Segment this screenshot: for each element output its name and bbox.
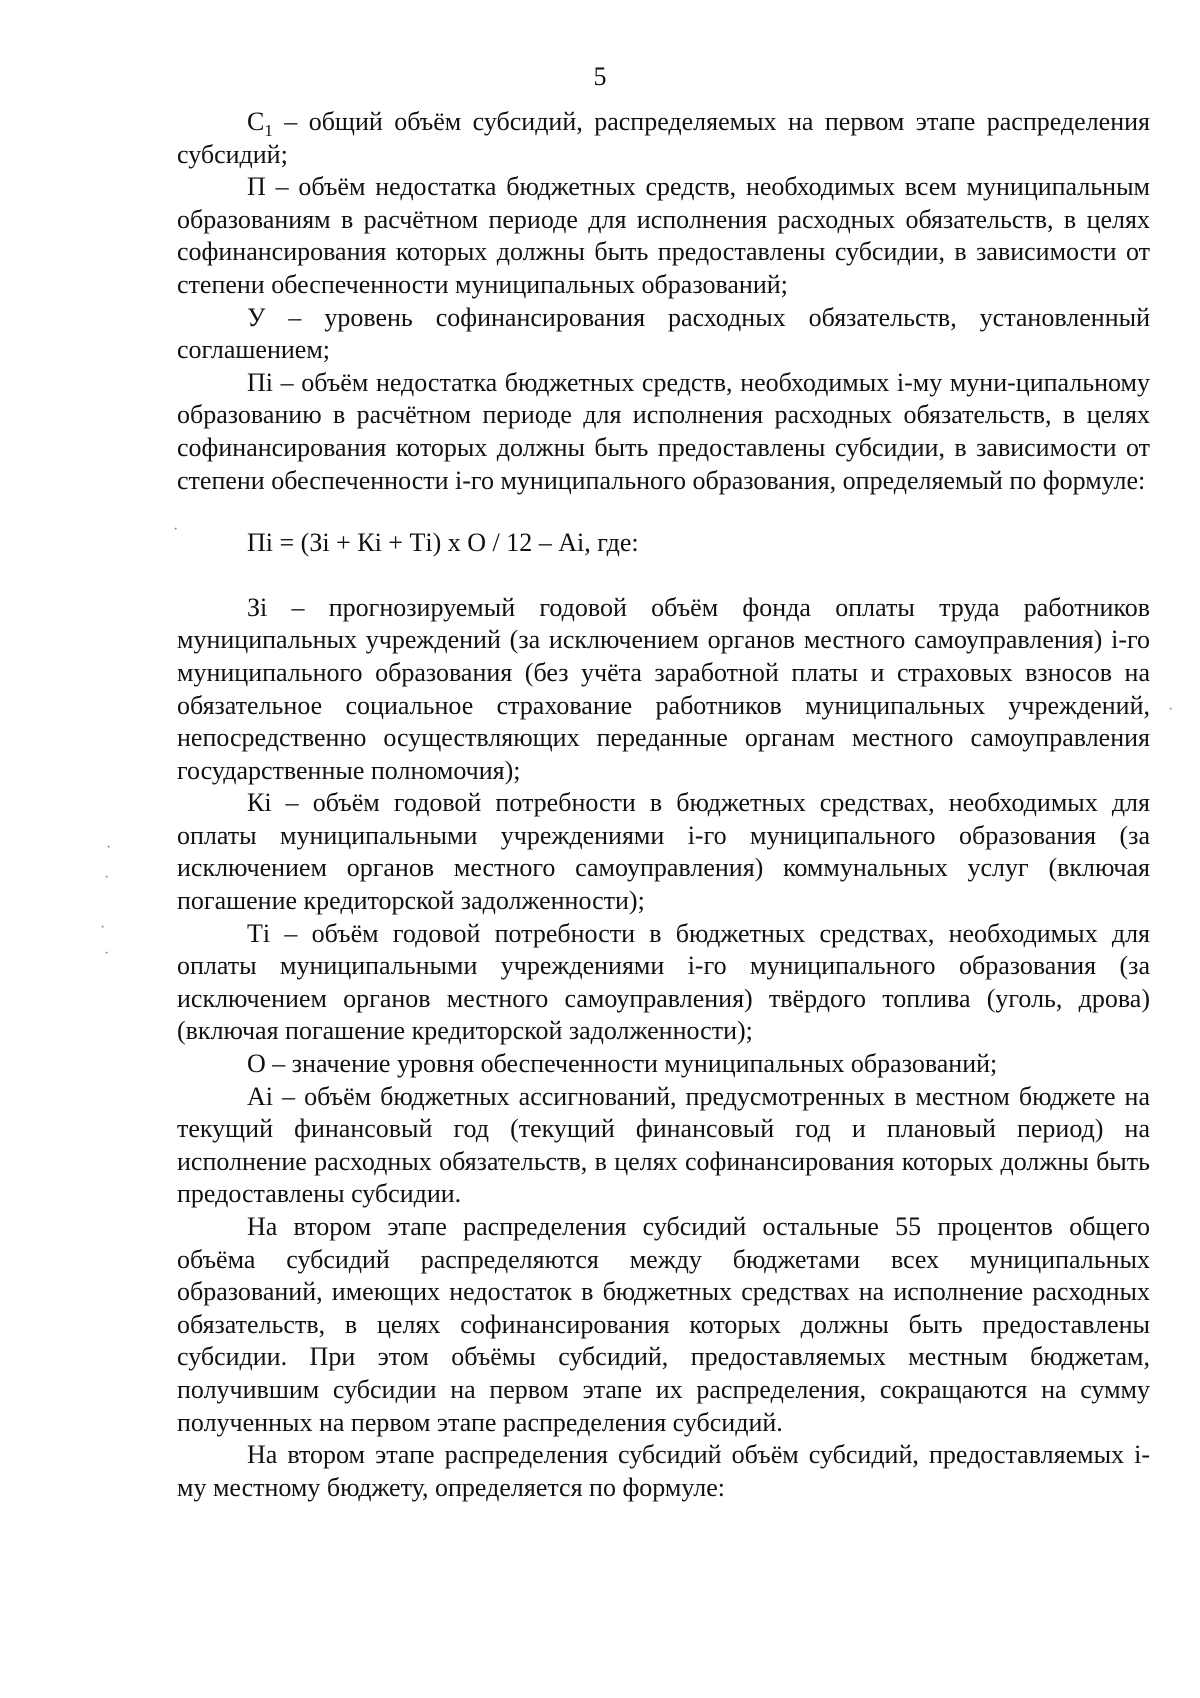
formula-line: Пi = (Зi + Кi + Тi) х О / 12 – Аi, где: xyxy=(247,528,639,558)
scan-speck: · xyxy=(104,869,110,886)
paragraph: На втором этапе распределения субсидий остальные 55 процентов общего объёма субсидий распределяются между бюджетами всех муниципальных образований, имеющих недостаток в бюджетных средствах на исполнение расходных обязательств, в целях софинансирования которых должны быть предоставлены субсидии. При этом объёмы субсидий, предоставляемых местным бюджетам, получившим субсидии на первом этапе их распределения, сокращаются на сумму полученных на первом этапе распределения субсидий. xyxy=(177,1212,1150,1437)
paragraph: Кi – объём годовой потребности в бюджетных средствах, необходимых для оплаты муниципальными учреждениями i-го муниципального образования (за исключением органов местного самоуправления) коммунальных услуг (включая погашение кредиторской задолженности); xyxy=(177,788,1150,916)
paragraph: Аi – объём бюджетных ассигнований, предусмотренных в местном бюджете на текущий финансовый год (текущий финансовый год и плановый период) на исполнение расходных обязательств, в целях софинансирования которых должны быть предоставлены субсидии. xyxy=(177,1081,1150,1209)
paragraph: Зi – прогнозируемый годовой объём фонда оплаты труда работников муниципальных учреждений (за исключением органов местного самоуправления) i-го муниципального образования (без учёта заработной платы и страховых взносов на обязательное социальное страхование работников муниципальных учреждений, непосредственно осуществляющих переданные органам местного самоуправления государственные полномочия); xyxy=(177,592,1150,785)
paragraph: У – уровень софинансирования расходных обязательств, установленный соглашением; xyxy=(177,302,1150,365)
scan-speck: · xyxy=(106,839,112,856)
paragraph: Тi – объём годовой потребности в бюджетных средствах, необходимых для оплаты муниципальными учреждениями i-го муниципального образования (за исключением органов местного самоуправления) твёрдого топлива (уголь, дрова) (включая погашение кредиторской задолженности); xyxy=(177,918,1150,1046)
paragraph: $С_1$ – общий объём субсидий, распределяемых на первом этапе распределения субсидий; xyxy=(177,107,1150,169)
paragraph: П – объём недостатка бюджетных средств, необходимых всем муниципальным образованиям в расчётном периоде для исполнения расходных обязательств, в целях софинансирования которых должны быть предоставлены субсидии, в зависимости от степени обеспеченности муниципальных образований; xyxy=(177,172,1150,299)
scan-speck: · xyxy=(173,521,179,538)
paragraph: О – значение уровня обеспеченности муниципальных образований; xyxy=(247,1049,998,1079)
scan-speck: · xyxy=(104,945,110,962)
paragraph: На втором этапе распределения субсидий объём субсидий, предоставляемых i-му местному бюджету, определяется по формуле: xyxy=(177,1440,1150,1502)
paragraph: Пi – объём недостатка бюджетных средств, необходимых i-му муни-ципальному образованию в расчётном периоде для исполнения расходных обязательств, в целях софинансирования которых должны быть предоставлены субсидии, в зависимости от степени обеспеченности i-го муниципального образования, определяемый по формуле: xyxy=(177,367,1150,495)
scan-speck: · xyxy=(1168,701,1174,718)
page-number: 5 xyxy=(593,62,607,91)
document-body xyxy=(177,106,1150,1504)
scan-speck: · xyxy=(100,919,106,936)
